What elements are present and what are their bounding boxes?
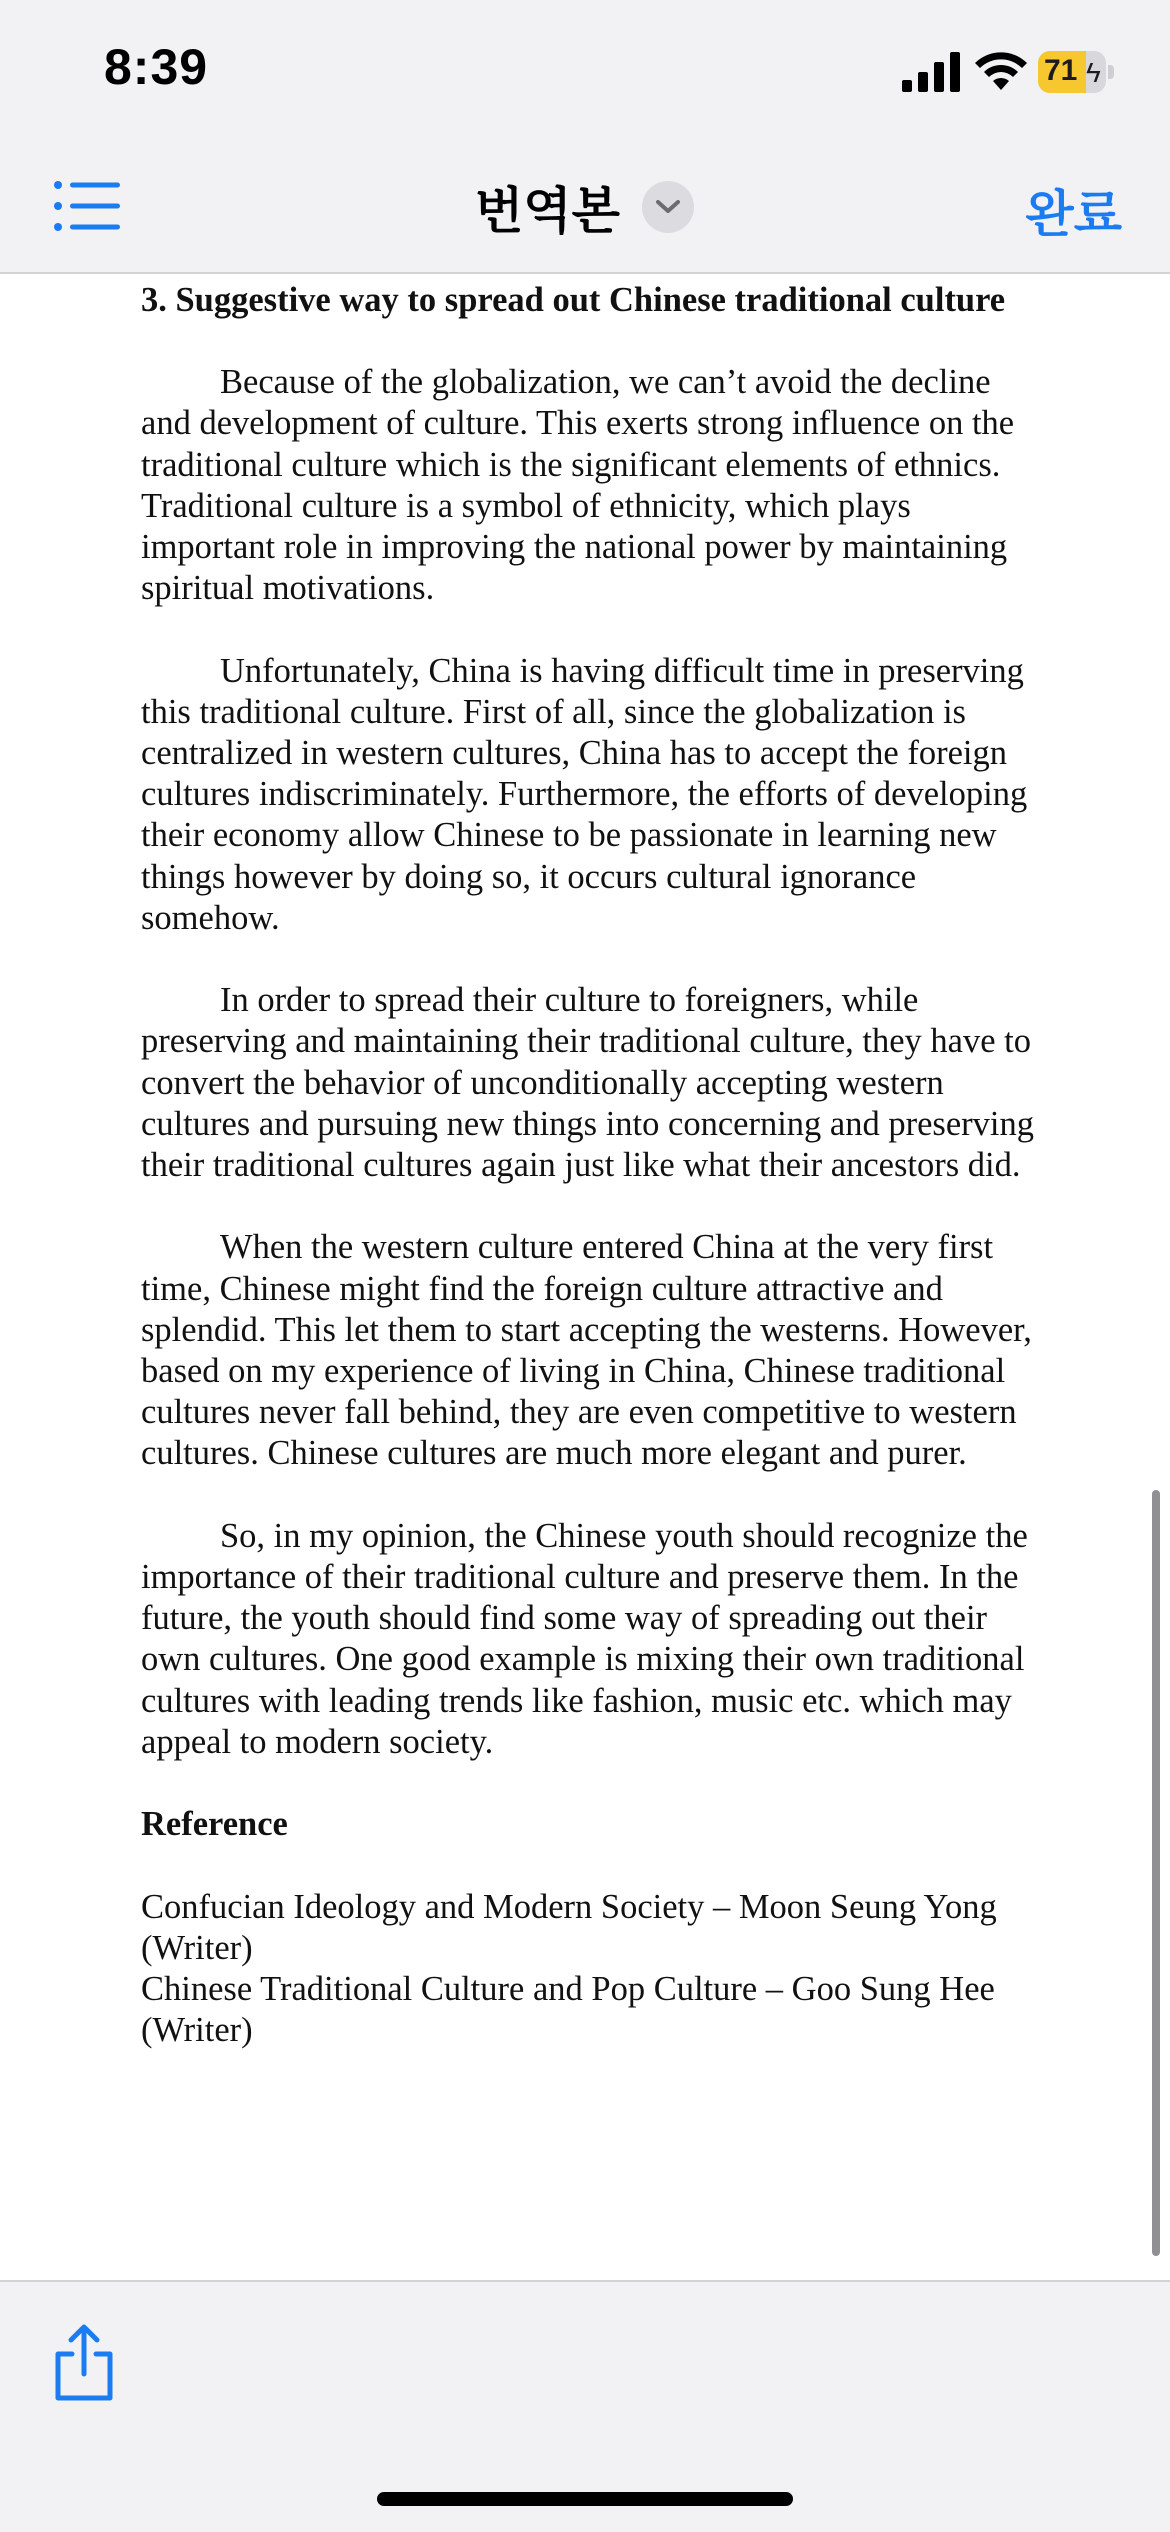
bottom-toolbar	[0, 2280, 1170, 2532]
paragraph: So, in my opinion, the Chinese youth should recognize the importance of their traditional culture and preserve them. In the future, the youth should find some way of spreading out their own cultures. One good example is mixing their own traditional cultures with leading trends like fashion, music etc. which may appeal to modern society.	[141, 1516, 1028, 1761]
section-heading: 3. Suggestive way to spread out Chinese traditional culture	[141, 281, 1006, 319]
cellular-signal-icon	[902, 52, 960, 92]
wifi-icon	[975, 50, 1027, 92]
share-icon[interactable]	[52, 2324, 116, 2402]
home-indicator[interactable]	[377, 2492, 793, 2506]
paragraph: Because of the globalization, we can’t avoid the decline and development of culture. This exerts strong influence on the traditional culture which is the significant elements of ethnics. Traditional culture is a symbol of ethnicity, which plays important role in improving the national power by maintaining spiritual motivations.	[141, 363, 1015, 608]
reference-heading: Reference	[141, 1805, 288, 1844]
battery-icon	[1038, 51, 1114, 93]
reference-item: Confucian Ideology and Modern Society – Moon Seung Yong (Writer)	[141, 1887, 997, 1967]
chevron-down-icon[interactable]	[642, 181, 694, 233]
page-title: 번역본	[475, 182, 620, 240]
status-bar	[0, 0, 1170, 140]
document-page[interactable]	[0, 274, 1170, 2280]
reference-item: Chinese Traditional Culture and Pop Culture – Goo Sung Hee (Writer)	[141, 1970, 995, 2050]
status-time: 8:39	[104, 39, 209, 95]
document-body	[141, 280, 1041, 2051]
battery-percentage: 71	[1044, 54, 1078, 87]
paragraph: Unfortunately, China is having difficult time in preserving this traditional culture. First of all, since the globalization is centralized in western cultures, China has to accept the foreign cultures indiscriminately. Furthermore, the efforts of developing their economy allow Chinese to be passionate in learning new things however by doing so, it occurs cultural ignorance somehow.	[141, 651, 1028, 937]
paragraph: In order to spread their culture to foreigners, while preserving and maintaining their traditional culture, they have to convert the behavior of unconditionally accepting western cultures and pursuing new things into concerning and preserving their traditional cultures again just like what their ancestors did.	[141, 981, 1034, 1185]
paragraph: When the western culture entered China at the very first time, Chinese might find the foreign culture attractive and splendid. This let them to start accepting the westerns. However, based on my experience of living in China, Chinese traditional cultures never fall behind, they are even competitive to western cultures. Chinese cultures are much more elegant and purer.	[141, 1228, 1032, 1473]
vertical-scrollbar[interactable]	[1152, 1490, 1160, 2256]
document-title-menu[interactable]	[475, 172, 694, 242]
navigation-bar	[0, 140, 1170, 274]
list-icon[interactable]	[54, 180, 122, 232]
charging-bolt-icon: ϟ	[1086, 57, 1101, 88]
done-button[interactable]: 완료	[1025, 185, 1122, 243]
